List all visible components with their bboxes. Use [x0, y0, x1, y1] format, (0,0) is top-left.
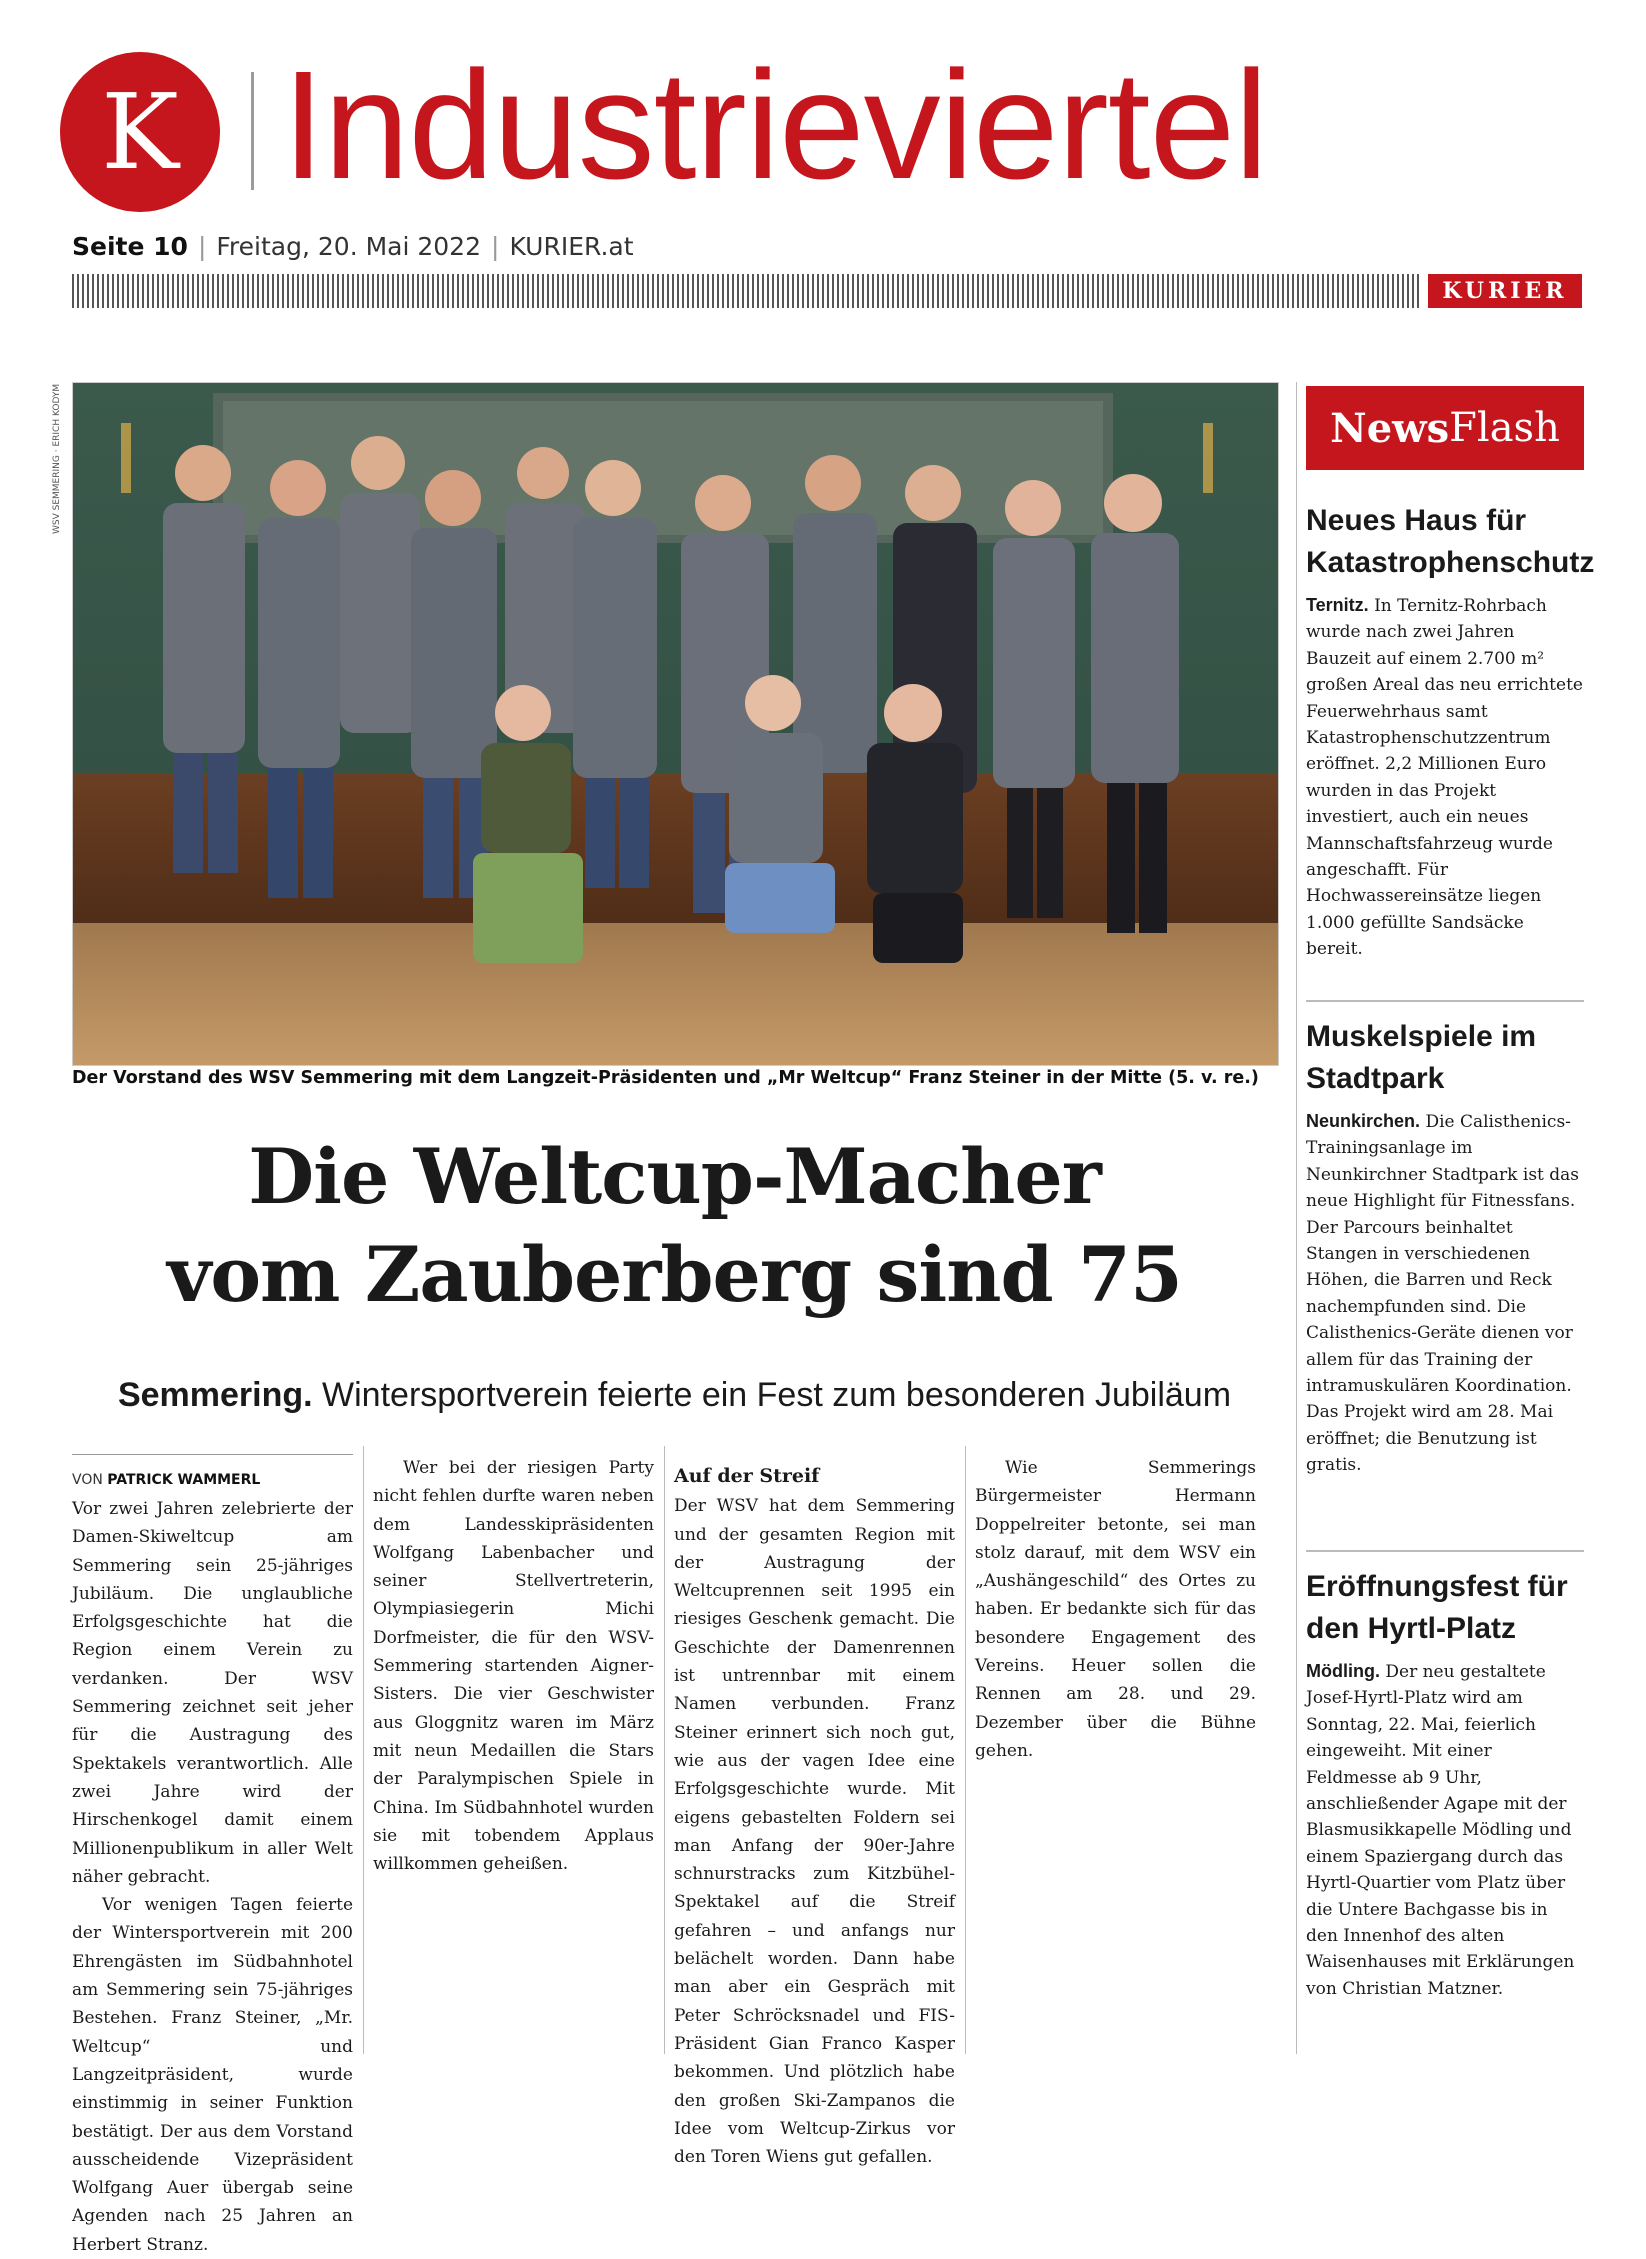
brand-badge: KURIER	[1428, 274, 1582, 308]
article-subheading: Auf der Streif	[674, 1465, 820, 1487]
news-item-body	[1306, 592, 1584, 963]
news-item	[1306, 1016, 1584, 1479]
newsflash-label-b: Flash	[1449, 405, 1560, 451]
news-item-divider	[1306, 1550, 1584, 1552]
byline-prefix: VON	[72, 1472, 103, 1488]
section-title: Industrieviertel	[282, 39, 1268, 211]
kurier-logo	[60, 52, 220, 212]
photo-caption: Der Vorstand des WSV Semmering mit dem Langzeit-Präsidenten und „Mr Weltcup“ Franz Steiner in der Mitte (5. v. re.)	[72, 1068, 1259, 1088]
subheadline	[72, 1376, 1277, 1415]
article-paragraph: Wer bei der riesigen Party nicht fehlen durfte waren neben dem Landesskipräsidenten Wolfgang Labenbacher und seiner Stellvertreterin, Olympiasiegerin Michi Dorfmeister, die für den WSV-Semmering startenden Aigner-Sisters. Die vier Geschwister aus Gloggnitz waren im März mit neun Medaillen die Stars der Paralympischen Spiele in China. Im Südbahnhotel wurden sie mit tobendem Applaus willkommen geheißen.	[373, 1458, 654, 1875]
article-paragraph: Wie Semmerings Bürgermeister Hermann Doppelreiter betonte, sei man stolz darauf, mit dem WSV ein „Aushängeschild“ des Ortes zu haben. Er bedankte sich für das besondere Engagement des Vereins. Heuer sollen die Rennen am 28. und 29. Dezember über die Bühne gehen.	[975, 1458, 1256, 1761]
photo-credit: WSV SEMMERING · ERICH KODYM	[52, 384, 62, 535]
article-paragraph: Vor zwei Jahren zelebrierte der Damen-Skiweltcup am Semmering sein 25-jähriges Jubiläum. Die unglaubliche Erfolgsgeschichte hat die Region einem Verein zu verdanken. Der WSV Semmering zeichnet seit jeher für die Austragung des Spektakels verantwortlich. Alle zwei Jahre wird der Hirschenkogel damit einem Millionenpublikum in aller Welt näher gebracht.	[72, 1499, 353, 1887]
group-photo	[72, 382, 1279, 1066]
news-item-place: Ternitz.	[1306, 595, 1369, 615]
subhead-text: Wintersportverein feierte ein Fest zum besonderen Jubiläum	[322, 1376, 1232, 1414]
headline	[72, 1128, 1277, 1324]
article-paragraph: Vor wenigen Tagen feierte der Wintersportverein mit 200 Ehrengästen im Südbahnhotel am Semmering sein 75-jähriges Bestehen. Franz Steiner, „Mr. Weltcup“ und Langzeitpräsident, wurde einstimmig in seiner Funktion bestätigt. Der aus dem Vorstand ausscheidende Vizepräsident Wolfgang Auer übergab seine Agenden nach 25 Jahren an Herbert Stranz.	[72, 1895, 353, 2255]
news-item-title: Eröffnungsfest für den Hyrtl-Platz	[1306, 1570, 1568, 1645]
subhead-place: Semmering.	[117, 1376, 313, 1414]
article-column-1	[72, 1454, 353, 2255]
sidebar-divider	[1296, 382, 1297, 2054]
news-item-text: Der neu gestaltete Josef-Hyrtl-Platz wird am Sonntag, 22. Mai, feierlich eingeweiht. Mit einer Feldmesse ab 9 Uhr, anschließender Agape mit der Blasmusikkapelle Mödling und einem Spaziergang durch das Hyrtl-Quartier vom Platz über die Untere Bachgasse bis in den Innenhof des alten Waisenhauses mit Erklärungen von Christian Matzner.	[1306, 1662, 1575, 1999]
newsflash-label-a: News	[1330, 404, 1450, 452]
news-item	[1306, 1566, 1584, 2002]
column-divider	[965, 1446, 966, 2054]
byline-author: PATRICK WAMMERL	[107, 1472, 261, 1488]
news-item	[1306, 500, 1595, 963]
news-item-title: Neues Haus für Katastrophenschutz	[1306, 504, 1595, 579]
article-column-2	[373, 1454, 654, 2054]
news-item-body	[1306, 1658, 1584, 2002]
headline-line-2: vom Zauberberg sind 75	[167, 1230, 1182, 1319]
dateline	[72, 232, 634, 261]
news-item-text: Die Calisthenics-Trainingsanlage im Neunkirchner Stadtpark ist das neue Highlight für Fitnessfans. Der Parcours beinhaltet Stangen in verschiedenen Höhen, die Barren und Reck nachempfunden sind. Die Calisthenics-Geräte dienen vor allem für das Training der intramuskulären Koordination. Das Projekt wird am 28. Mai eröffnet; die Benutzung ist gratis.	[1306, 1112, 1580, 1476]
news-item-body	[1306, 1108, 1584, 1479]
dateline-separator: |	[491, 232, 500, 261]
group-photo-illustration	[73, 383, 1278, 1065]
masthead-divider	[251, 72, 254, 190]
article-paragraph: Der WSV hat dem Semmering und der gesamten Region mit der Austragung der Weltcuprennen seit 1995 ein riesiges Geschenk gemacht. Die Geschichte der Damenrennen ist untrennbar mit einem Namen verbunden. Franz Steiner erinnert sich noch gut, wie aus der vagen Idee eine Erfolgsgeschichte wurde. Mit eigens gebastelten Foldern sei man Anfang der 90er-Jahre schnurstracks zum Kitzbühel-Spektakel auf die Streif gefahren – und anfangs nur belächelt worden. Dann habe man aber ein Gespräch mit Peter Schröcksnadel und FIS-Präsident Gian Franco Kasper bekommen. Und plötzlich habe den großen Ski-Zampanos die Idee vom Weltcup-Zirkus vor den Toren Wiens gut gefallen.	[674, 1496, 955, 2168]
logo-letter: K	[101, 71, 179, 193]
article-column-4	[975, 1454, 1256, 2054]
news-item-title: Muskelspiele im Stadtpark	[1306, 1020, 1537, 1095]
site-url: KURIER.at	[509, 232, 634, 261]
news-item-place: Mödling.	[1306, 1661, 1380, 1681]
issue-date: Freitag, 20. Mai 2022	[216, 232, 481, 261]
headline-line-1: Die Weltcup-Macher	[248, 1132, 1101, 1221]
masthead-hatch-bar	[72, 274, 1422, 308]
news-item-text: In Ternitz-Rohrbach wurde nach zwei Jahren Bauzeit auf einem 2.700 m² großen Areal das neu errichtete Feuerwehrhaus samt Katastrophenschutzzentrum eröffnet. 2,2 Millionen Euro wurden in das Projekt investiert, auch ein neues Mannschaftsfahrzeug wurde angeschafft. Für Hochwassereinsätze liegen 1.000 gefüllte Sandsäcke bereit.	[1306, 596, 1583, 960]
column-divider	[363, 1446, 364, 2054]
news-item-divider	[1306, 1000, 1584, 1002]
news-item-place: Neunkirchen.	[1306, 1111, 1421, 1131]
page-number: Seite 10	[72, 232, 188, 261]
byline	[72, 1454, 353, 1491]
column-divider	[664, 1446, 665, 2054]
newsflash-banner	[1306, 386, 1584, 470]
article-column-3	[674, 1454, 955, 2168]
dateline-separator: |	[197, 232, 207, 261]
